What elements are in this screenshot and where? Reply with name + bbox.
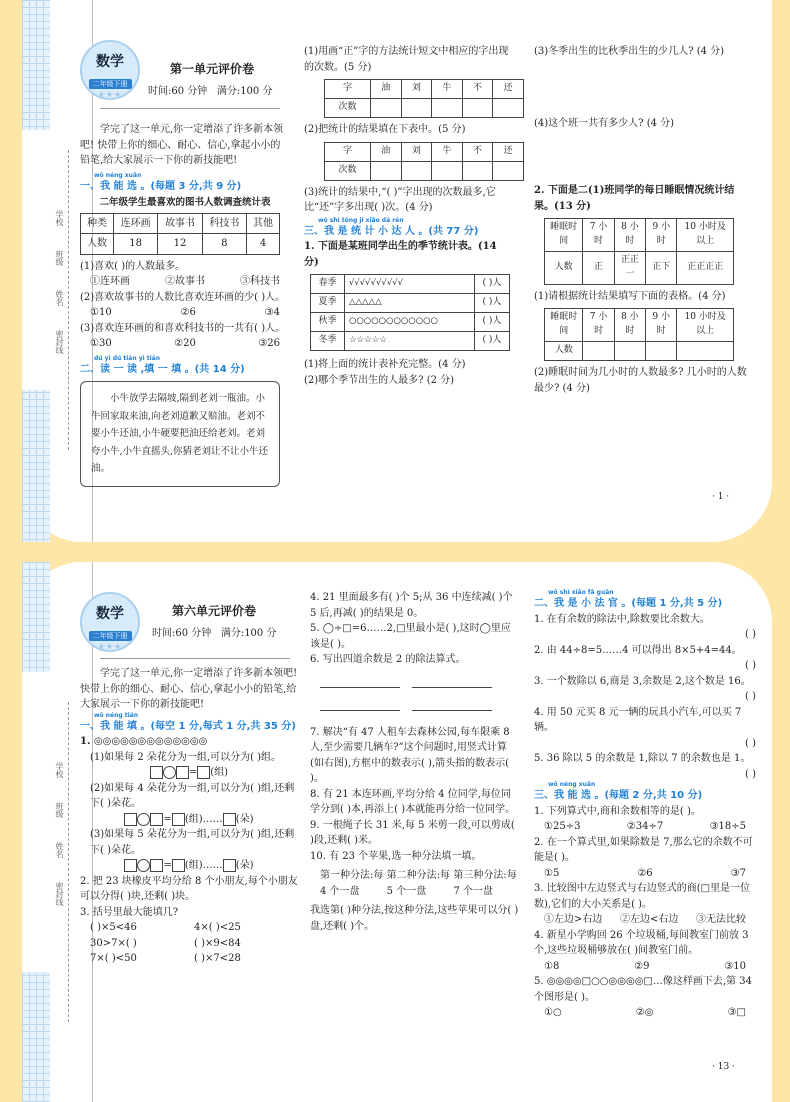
table-row <box>81 234 280 255</box>
empty-cell <box>614 342 645 361</box>
answer-lines <box>320 701 520 717</box>
unit-cell: ( )人 <box>474 313 509 332</box>
unit-cell: ( )人 <box>474 332 509 351</box>
table-cell: 故事书 <box>158 213 202 234</box>
table-cell: 睡眠时间 <box>545 309 583 342</box>
subject-badge <box>80 40 140 100</box>
symbol-cell: △△△△△ <box>344 294 474 313</box>
judge-item <box>534 643 756 674</box>
exam-score: 满分:100 分 <box>220 628 277 639</box>
season-cell: 春季 <box>311 275 345 294</box>
table-cell: 牛 <box>432 80 463 99</box>
page-title: 第六单元评价卷 <box>172 604 257 618</box>
inequality-item: 30>7×( ) <box>90 937 137 949</box>
choices <box>534 1005 756 1021</box>
table-cell: 4 <box>247 234 280 255</box>
table-cell: 科技书 <box>202 213 246 234</box>
table-cell: 还 <box>493 80 524 99</box>
empty-cell <box>432 161 463 180</box>
question-text: (1)将上面的统计表补充完整。(4 分) <box>304 359 466 370</box>
question-text: 1. 下面是某班同学出生的季节统计表。(14 分) <box>304 241 497 268</box>
section-label: 三、我 能 选 。(每题 2 分,共 10 分) <box>534 790 703 801</box>
exam-time: 时间:60 分钟 <box>152 628 212 639</box>
table-cell: 10 小时及以上 <box>677 309 734 342</box>
unit-label: (朵) <box>235 860 254 871</box>
table-cell: 8 小时 <box>614 219 646 252</box>
table-row <box>545 342 734 361</box>
grade-label: 二年级下册 <box>89 631 132 641</box>
mcq-item <box>534 804 756 835</box>
book-table-title: 二年级学生最喜欢的图书人数调查统计表 <box>99 197 271 208</box>
table-cell: 字 <box>325 142 371 161</box>
column-1 <box>80 666 298 967</box>
empty-cell <box>401 99 432 118</box>
table-cell: 正下 <box>646 251 677 284</box>
section-2-title <box>80 356 290 378</box>
season-cell: 夏季 <box>311 294 345 313</box>
question-text: (2)睡眠时间为几小时的人数最多? 几小时的人数最少? (4 分) <box>534 367 747 394</box>
question-text: 5. 36 除以 5 的余数是 1,除以 7 的余数也是 1。 <box>534 753 751 764</box>
inequality-item: 7×( )<50 <box>90 953 137 964</box>
table-cell: 正 <box>583 251 614 284</box>
true-false-list <box>534 612 756 783</box>
table-cell: 字 <box>325 80 371 99</box>
choice-option: ②6 <box>180 307 196 319</box>
choice-option: ②故事书 <box>165 276 205 288</box>
choice-option: ②20 <box>174 338 196 350</box>
table-row <box>311 275 510 294</box>
question-text: 2. 由 44÷8=5……4 可以得出 8×5+4=44。 <box>534 644 742 656</box>
choice-option: ③18÷5 <box>709 821 746 832</box>
sleep-count-table <box>544 308 734 361</box>
question-text: 1. 下列算式中,商和余数相等的是( )。 <box>534 805 701 817</box>
choice-option: ③10 <box>724 960 746 972</box>
exam-score: 满分:100 分 <box>216 86 273 97</box>
equation-blanks: = (组)…… (朵) <box>80 812 298 828</box>
choices <box>80 274 290 290</box>
question-text: (4)这个班一共有多少人? (4 分) <box>534 117 675 129</box>
choice-option: ②左边<右边 <box>620 914 679 925</box>
table-cell: 油 <box>370 80 401 99</box>
question-text: 4. 新星小学购回 26 个垃圾桶,每间教室门前放 3 个,这些垃圾桶够放在( )间教室门前。 <box>534 929 749 956</box>
answer-paren: ( ) <box>745 737 756 749</box>
choice-option: ①8 <box>544 960 560 972</box>
question-text: 10. 有 23 个苹果,选一种分法填一填。 <box>310 850 482 862</box>
section-label: 二、我 是 小 法 官 。(每题 1 分,共 5 分) <box>534 598 723 609</box>
question-text: 9. 一根绳子长 31 米,每 5 米剪一段,可以剪成( )段,还剩( )米。 <box>310 819 515 846</box>
choice-option: ②6 <box>637 867 653 879</box>
page-margin-strip <box>22 0 50 542</box>
inequality-item: ( )×7<28 <box>194 953 241 964</box>
empty-cell <box>677 342 734 361</box>
question-text: 5. ◯÷□=6……2,□里最小是( ),这时◯里应该是( )。 <box>310 623 511 650</box>
table-cell: 油 <box>370 142 401 161</box>
question-text: 3. 比较图中左边竖式与右边竖式的商(□里是一位数),它们的大小关系是( )。 <box>534 883 751 910</box>
table-cell: 10 小时及以上 <box>677 219 734 252</box>
choice-option: ③无法比较 <box>696 914 746 925</box>
choices <box>534 912 756 928</box>
judge-item <box>534 674 756 705</box>
seal-dashed-line <box>68 150 69 450</box>
method-box: 第一种分法:每 4 个一盘 <box>320 870 384 897</box>
unit-label: (朵) <box>235 813 254 825</box>
page-number: · 13 · <box>712 1062 735 1072</box>
empty-cell <box>646 342 677 361</box>
choice-option: ①5 <box>544 867 560 879</box>
choice-option: ①○ <box>544 1007 562 1018</box>
question-text: 3. 括号里最大能填几? <box>80 906 179 918</box>
page-title: 第一单元评价卷 <box>170 62 255 76</box>
pinyin: dú yì dú tián yì tián <box>94 354 161 362</box>
table-cell: 睡眠时间 <box>545 219 583 252</box>
section-label: 二、读 一 读 ,填 一 填 。(共 14 分) <box>80 363 245 375</box>
section-3-title <box>534 782 756 804</box>
column-2 <box>310 590 520 934</box>
table-cell: 不 <box>462 80 493 99</box>
table-cell: 其他 <box>247 213 280 234</box>
reading-passage-box: 小牛放学去隔坡,隔到老刘一瓶油。小牛回家取来油,向老刘道歉又赔油。老刘不要小牛还油,小牛硬要把油还给老刘。老刘夸小牛,小牛直摇头,你猜老刘让不让小牛还油。 <box>80 381 280 487</box>
table-header-row <box>545 309 734 342</box>
seal-dashed-line <box>68 702 69 1022</box>
pinyin: wǒ néng tián <box>94 711 138 719</box>
choice-option: ①连环画 <box>90 276 130 288</box>
answer-paren: ( ) <box>745 691 756 702</box>
table-cell: 7 小时 <box>583 219 614 252</box>
symbol-cell: ○○○○○○○○○○○○ <box>344 313 474 332</box>
inequality-item: 4×( )<25 <box>194 922 241 933</box>
question-text: 8. 有 21 本连环画,平均分给 4 位同学,每位同学分到( )本,再添上( )本就能再分给一位同学。 <box>310 788 516 815</box>
question-text: 4. 用 50 元买 8 元一辆的玩具小汽车,可以买 7 辆。 <box>534 706 742 733</box>
question-text: 5. ◎◎◎◎□○○◎◎◎◎□…像这样画下去,第 34 个图形是( )。 <box>534 976 752 1003</box>
choice-option: ③26 <box>258 338 280 350</box>
table-cell: 18 <box>113 234 157 255</box>
tally-table <box>324 79 524 118</box>
table-cell: 还 <box>493 142 524 161</box>
question-text: 2. 在一个算式里,如果除数是 7,那么它的余数不可能是( )。 <box>534 836 753 863</box>
table-cell: 连环画 <box>113 213 157 234</box>
pinyin: wǒ shì tǒng jì xiǎo dá rén <box>318 216 404 224</box>
answer-paren: ( ) <box>745 660 756 671</box>
season-cell: 冬季 <box>311 332 345 351</box>
worksheet-page-unit6 <box>22 562 772 1102</box>
table-cell: 不 <box>462 142 493 161</box>
table-cell: 次数 <box>325 99 371 118</box>
unit-cell: ( )人 <box>474 294 509 313</box>
season-cell: 秋季 <box>311 313 345 332</box>
exam-time: 时间:60 分钟 <box>148 86 208 97</box>
question-text: 我选第( )种分法,按这种分法,这些苹果可以分( )盘,还剩( )个。 <box>310 905 519 932</box>
unit-cell: ( )人 <box>474 275 509 294</box>
equation-blanks: = (组) <box>80 765 298 781</box>
grade-label: 二年级下册 <box>89 79 132 89</box>
season-table <box>310 274 510 351</box>
inequality-grid <box>80 920 298 967</box>
table-cell: 8 <box>202 234 246 255</box>
unit-label: (组)…… <box>184 860 223 871</box>
page-margin-strip <box>22 562 50 1102</box>
question-text: (3)喜欢连环画的和喜欢科技书的一共有( )人。 <box>80 322 286 334</box>
table-row <box>311 294 510 313</box>
sleep-tally-table <box>544 218 734 285</box>
empty-cell <box>462 161 493 180</box>
choice-option: ①10 <box>90 307 112 319</box>
method-box: 第三种分法:每 7 个一盘 <box>453 870 517 897</box>
question-text: 4. 21 里面最多有( )个 5;从 36 中连续减( )个 5 后,再减( )的结果是 0。 <box>310 592 513 619</box>
table-row <box>311 313 510 332</box>
question-text: (1)如果每 2 朵花分为一组,可以分为( )组。 <box>90 751 282 763</box>
table-header-row <box>325 80 524 99</box>
choice-option: ①左边>右边 <box>544 914 603 925</box>
table-cell: 9 小时 <box>646 219 677 252</box>
table-row <box>311 332 510 351</box>
question-text: 3. 一个数除以 6,商是 3,余数是 2,这个数是 16。 <box>534 675 751 687</box>
exam-info <box>152 624 276 639</box>
table-cell: 次数 <box>325 161 371 180</box>
question-text: (3)如果每 5 朵花分为一组,可以分为( )组,还剩下( )朵花。 <box>90 829 295 856</box>
table-cell: 正正一 <box>614 251 646 284</box>
title-rule <box>100 108 280 109</box>
table-cell: 刘 <box>401 80 432 99</box>
question-text: (1)请根据统计结果填写下面的表格。(4 分) <box>534 290 726 302</box>
column-2 <box>304 44 514 388</box>
judge-item <box>534 705 756 752</box>
column-3 <box>534 590 756 1021</box>
choice-list <box>534 804 756 1021</box>
empty-cell <box>370 99 401 118</box>
column-3 <box>534 44 754 396</box>
table-cell: 7 小时 <box>583 309 614 342</box>
choice-option: ①25÷3 <box>544 821 581 832</box>
section-3-title <box>304 218 514 240</box>
inequality-item: ( )×9<84 <box>194 937 241 949</box>
question-text: 1. 在有余数的除法中,除数要比余数大。 <box>534 613 710 625</box>
binding-margin: 学校 班级 姓名 密封线 <box>55 210 64 354</box>
table-cell: 人数 <box>545 251 583 284</box>
judge-item <box>534 751 756 782</box>
title-rule <box>100 658 290 659</box>
mcq-item <box>534 835 756 882</box>
question-text: (3)统计的结果中,“( )”字出现的次数最多,它比“还”字多出现( )次。(4 分) <box>304 186 496 213</box>
unit-label: (组)…… <box>184 813 223 825</box>
book-survey-table <box>80 213 280 255</box>
table-cell: 牛 <box>432 142 463 161</box>
count-table <box>324 142 524 181</box>
pinyin: wǒ néng xuǎn <box>94 171 142 179</box>
section-1-title <box>80 173 290 195</box>
table-cell: 人数 <box>545 342 583 361</box>
pinyin: wǒ shì xiǎo fǎ guān <box>548 589 614 596</box>
exam-info <box>148 82 272 97</box>
empty-cell <box>462 99 493 118</box>
method-box: 第二种分法:每 5 个一盘 <box>386 870 451 897</box>
question-text: (2)哪个季节出生的人最多? (2 分) <box>304 374 455 386</box>
table-row <box>325 99 524 118</box>
table-row <box>545 251 734 284</box>
question-text: (2)把统计的结果填在下表中。(5 分) <box>304 124 466 135</box>
choices <box>80 305 290 321</box>
binding-margin: 学校 班级 姓名 密封线 <box>55 762 64 906</box>
table-cell: 正正正正 <box>677 251 734 284</box>
mcq-item <box>534 928 756 975</box>
mcq-item <box>534 881 756 928</box>
choice-option: ③4 <box>264 307 280 319</box>
table-header-row <box>81 213 280 234</box>
table-cell: 种类 <box>81 213 114 234</box>
empty-cell <box>493 161 524 180</box>
section-label: 三、我 是 统 计 小 达 人 。(共 77 分) <box>304 225 479 237</box>
intro-text: 学完了这一单元,你一定增添了许多新本领吧! 快带上你的细心、耐心、信心,拿起小小的铅笔,给大家展示一下你的新技能吧! <box>80 124 284 166</box>
mcq-item <box>534 974 756 1021</box>
star-icon: ★★★ <box>97 642 123 651</box>
answer-paren: ( ) <box>745 768 756 780</box>
question-text: 6. 写出四道余数是 2 的除法算式。 <box>310 654 466 665</box>
answer-paren: ( ) <box>745 629 756 640</box>
symbol-cell: √√√√√√√√√√ <box>344 275 474 294</box>
table-row <box>325 161 524 180</box>
table-header-row <box>545 219 734 252</box>
choice-option: ③□ <box>727 1007 746 1018</box>
page-number: · 1 · <box>712 492 730 502</box>
choices <box>80 336 290 352</box>
table-cell: 9 小时 <box>646 309 677 342</box>
table-cell: 人数 <box>81 234 114 255</box>
empty-cell <box>583 342 614 361</box>
table-cell: 8 小时 <box>614 309 645 342</box>
symbol-cell: ☆☆☆☆☆ <box>344 332 474 351</box>
question-text: 2. 下面是二(1)班同学的每日睡眠情况统计结果。(13 分) <box>534 185 735 212</box>
pinyin: wǒ néng xuǎn <box>548 781 596 788</box>
table-cell: 刘 <box>401 142 432 161</box>
subject-badge <box>80 592 140 652</box>
choice-option: ③科技书 <box>240 276 280 288</box>
inequality-item: ( )×5<46 <box>90 922 137 933</box>
question-text: (2)喜欢故事书的人数比喜欢连环画的少( )人。 <box>80 291 286 303</box>
empty-cell <box>370 161 401 180</box>
choices <box>534 866 756 882</box>
star-icon: ★★★ <box>97 90 123 99</box>
empty-cell <box>493 99 524 118</box>
question-text: (1)用画“正”字的方法统计短文中相应的字出现的次数。(5 分) <box>304 46 509 73</box>
choices <box>534 819 756 835</box>
question-text: 2. 把 23 块橡皮平均分给 8 个小朋友,每个小朋友可以分得( )块,还剩( )块。 <box>80 875 298 902</box>
choice-option: ②◎ <box>635 1007 654 1018</box>
judge-item <box>534 612 756 643</box>
column-1 <box>80 122 290 487</box>
empty-cell <box>401 161 432 180</box>
unit-label: (组) <box>210 767 229 778</box>
section-label: 一、我 能 选 。(每题 3 分,共 9 分) <box>80 180 242 192</box>
flower-row: 1. ◎◎◎◎◎◎◎◎◎◎◎◎◎ <box>80 736 208 747</box>
choice-option: ②9 <box>634 960 650 972</box>
choice-option: ③7 <box>730 867 746 879</box>
worksheet-page-unit1 <box>22 0 772 542</box>
choices <box>534 959 756 975</box>
empty-cell <box>432 99 463 118</box>
question-text: (2)如果每 4 朵花分为一组,可以分为( )组,还剩下( )朵花。 <box>90 782 295 809</box>
subject-label: 数学 <box>96 606 124 622</box>
table-header-row <box>325 142 524 161</box>
section-label: 一、我 能 填 。(每空 1 分,每式 1 分,共 35 分) <box>80 720 296 732</box>
method-boxes <box>320 868 520 899</box>
subject-label: 数学 <box>96 54 124 70</box>
choice-option: ①30 <box>90 338 112 350</box>
answer-lines <box>320 678 520 694</box>
section-2-title <box>534 590 756 612</box>
question-text: (3)冬季出生的比秋季出生的少几人? (4 分) <box>534 46 725 57</box>
intro-text: 学完了这一单元,你一定增添了许多新本领吧! 快带上你的细心、耐心、信心,拿起小小的铅笔,给大家展示一下你的新技能吧! <box>80 668 298 710</box>
section-1-title <box>80 713 298 735</box>
question-text: 7. 解决“有 47 人租车去森林公园,每车限乘 8 人,至少需要几辆车?”这个问题时,用竖式计算(如右图),方框中的数表示( ),箭头指的数表示( )。 <box>310 726 510 784</box>
equation-blanks: = (组)…… (朵) <box>80 858 298 874</box>
table-cell: 12 <box>158 234 202 255</box>
question-text: (1)喜欢( )的人数最多。 <box>80 260 186 272</box>
choice-option: ②34÷7 <box>626 821 664 832</box>
